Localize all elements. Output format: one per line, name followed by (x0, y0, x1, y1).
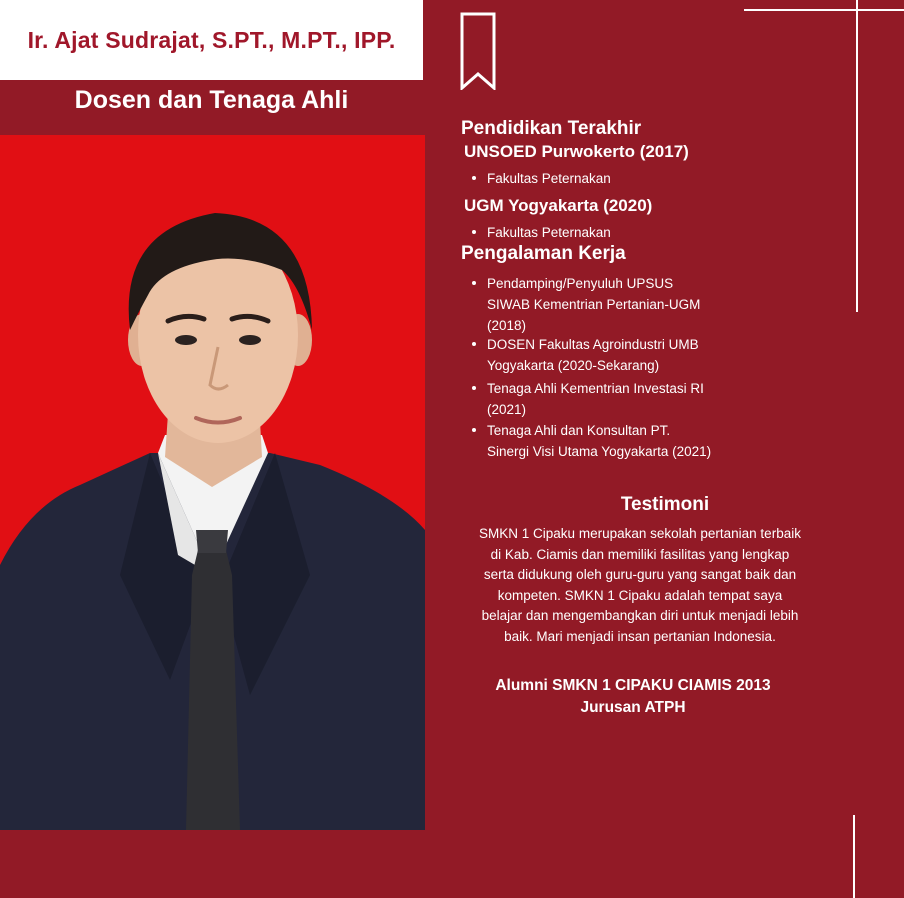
experience-item-1 (463, 273, 700, 336)
testimoni-heading: Testimoni (620, 494, 710, 515)
alumni-major: Jurusan ATPH (580, 699, 686, 716)
bookmark-icon (460, 12, 496, 90)
experience-item-2 (463, 334, 699, 376)
experience-item-3 (463, 378, 704, 420)
portrait-illustration (0, 135, 425, 830)
decorative-line-vertical-bottom (853, 815, 855, 898)
testimoni-line-4: kompeten. SMKN 1 Cipaku adalah tempat saya (497, 587, 783, 603)
alumni-school: Alumni SMKN 1 CIPAKU CIAMIS 2013 (495, 677, 771, 694)
testimoni-line-3: serta didukung oleh guru-guru yang sangat baik dan (483, 567, 797, 582)
education-heading: Pendidikan Terakhir (461, 118, 642, 139)
education-school-2: UGM Yogyakarta (2020) (464, 196, 653, 215)
experience-item-3-line-2: (2021) (487, 402, 527, 417)
portrait-photo (0, 135, 425, 830)
person-name: Ir. Ajat Sudrajat, S.PT., M.PT., IPP. (27, 26, 396, 53)
experience-item-4 (463, 420, 711, 462)
experience-item-1-line-1: Pendamping/Penyuluh UPSUS (487, 276, 674, 291)
decorative-line-horizontal (744, 9, 904, 11)
testimoni-line-2: di Kab. Ciamis dan memiliki fasilitas yang lengkap (490, 546, 790, 562)
testimoni-text (440, 524, 840, 647)
experience-item-1-line-2: SIWAB Kementrian Pertanian-UGM (487, 297, 701, 312)
experience-heading: Pengalaman Kerja (461, 243, 626, 264)
testimoni-line-5: belajar dan mengembangkan diri untuk menjadi lebih (481, 608, 799, 623)
name-banner (0, 0, 423, 80)
decorative-line-vertical-top (856, 0, 858, 312)
experience-item-4-line-1: Tenaga Ahli dan Konsultan PT. (487, 423, 671, 438)
experience-item-1-line-3: (2018) (487, 318, 527, 333)
experience-item-3-line-1: Tenaga Ahli Kementrian Investasi RI (487, 381, 704, 396)
experience-item-2-line-2: Yogyakarta (2020-Sekarang) (487, 358, 660, 373)
education-faculty-1: Fakultas Peternakan (463, 168, 611, 189)
testimoni-line-1: SMKN 1 Cipaku merupakan sekolah pertanian terbaik (479, 526, 801, 541)
testimoni-line-6: baik. Mari menjadi insan pertanian Indonesia. (504, 628, 776, 644)
alumni-info (430, 675, 836, 719)
person-role: Dosen dan Tenaga Ahli (74, 86, 349, 114)
experience-item-2-line-1: DOSEN Fakultas Agroindustri UMB (487, 337, 699, 352)
education-school-1: UNSOED Purwokerto (2017) (464, 142, 689, 161)
experience-item-4-line-2: Sinergi Visi Utama Yogyakarta (2021) (487, 444, 712, 459)
education-faculty-2: Fakultas Peternakan (463, 222, 611, 243)
